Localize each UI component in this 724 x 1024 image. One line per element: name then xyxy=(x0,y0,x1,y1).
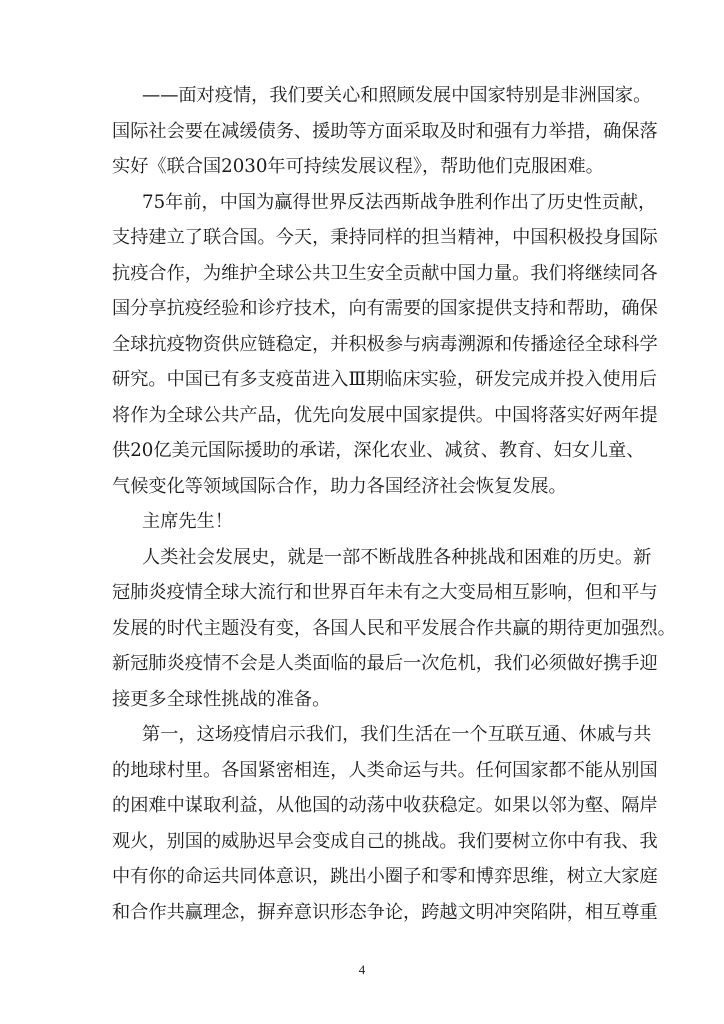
text-line: 75年前，中国为赢得世界反法西斯战争胜利作出了历史性贡献， xyxy=(142,191,657,213)
text-line: 人类社会发展史，就是一部不断战胜各种挑战和困难的历史。新 xyxy=(142,546,652,568)
text-line: 的困难中谋取利益，从他国的动荡中收获稳定。如果以邻为壑、隔岸 xyxy=(112,795,658,816)
text-line: 供20亿美元国际援助的承诺，深化农业、减贫、教育、妇女儿童、 xyxy=(112,440,645,461)
text-line: 全球抗疫物资供应链稳定，并积极参与病毒溯源和传播途径全球科学 xyxy=(112,333,658,355)
text-line: 研究。中国已有多支疫苗进入Ⅲ期临床实验，研发完成并投入使用后 xyxy=(112,369,657,390)
text-line: 发展的时代主题没有变，各国人民和平发展合作共赢的期待更加强烈。 xyxy=(112,617,676,639)
text-line: 国分享抗疫经验和诊疗技术，向有需要的国家提供支持和帮助，确保 xyxy=(112,298,658,319)
text-line: 和合作共赢理念，摒弃意识形态争论，跨越文明冲突陷阱，相互尊重 xyxy=(112,901,658,923)
salutation: 主席先生！ xyxy=(142,511,233,532)
text-line: 观火，别国的威胁迟早会变成自己的挑战。我们要树立你中有我、我 xyxy=(112,830,658,852)
text-line: 中有你的命运共同体意识，跳出小圈子和零和博弈思维，树立大家庭 xyxy=(112,866,658,887)
text-line: 将作为全球公共产品，优先向发展中国家提供。中国将落实好两年提 xyxy=(112,404,658,426)
text-line: 实好《联合国2030年可持续发展议程》，帮助他们克服困难。 xyxy=(112,156,604,177)
text-line: 支持建立了联合国。今天，秉持同样的担当精神，中国积极投身国际 xyxy=(112,227,658,248)
text-line: 接更多全球性挑战的准备。 xyxy=(112,688,331,710)
text-line: ——面对疫情，我们要关心和照顾发展中国家特别是非洲国家。 xyxy=(142,85,652,106)
text-line: 国际社会要在减缓债务、援助等方面采取及时和强有力举措，确保落 xyxy=(112,120,658,142)
text-line: 冠肺炎疫情全球大流行和世界百年未有之大变局相互影响，但和平与 xyxy=(112,582,658,603)
text-line: 抗疫合作，为维护全球公共卫生安全贡献中国力量。我们将继续同各 xyxy=(112,262,658,284)
page-number: 4 xyxy=(358,962,366,977)
text-line: 新冠肺炎疫情不会是人类面临的最后一次危机，我们必须做好携手迎 xyxy=(112,653,658,674)
text-line: 气候变化等领域国际合作，助力各国经济社会恢复发展。 xyxy=(112,475,567,497)
text-line: 的地球村里。各国紧密相连，人类命运与共。任何国家都不能从别国 xyxy=(112,759,658,781)
text-line: 第一，这场疫情启示我们，我们生活在一个互联互通、休戚与共 xyxy=(142,724,652,745)
